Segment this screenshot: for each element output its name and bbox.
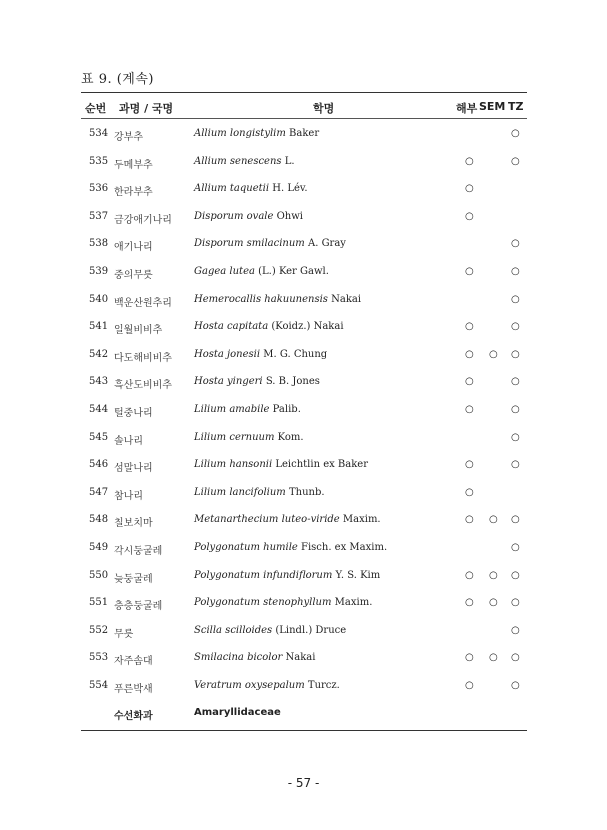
row-number: 547 [89,486,109,498]
table-row [81,424,527,452]
tz-mark: ○ [511,265,520,277]
genus-species: Disporum ovale [194,210,274,222]
table-body [81,120,527,727]
anatomy-mark: ○ [465,652,474,664]
tz-mark: ○ [511,624,520,636]
table-row [81,589,527,617]
author: Y. S. Kim [335,569,381,581]
table-row [81,479,527,507]
genus-species: Hosta capitata [194,321,269,333]
row-number: 546 [89,459,109,471]
table-row [81,534,527,562]
scientific-name [194,376,320,387]
korean-name: 일월비비추 [114,325,163,337]
page-number: - 57 - [287,776,320,790]
table-row [81,258,527,286]
anatomy-mark: ○ [465,569,474,581]
scientific-name [194,680,340,691]
genus-species: Lilium amabile [194,403,270,415]
header-family: 과명 / 국명 [119,102,174,115]
header-scientific: 학명 [313,102,335,115]
family-row [81,699,527,727]
tz-mark: ○ [511,514,520,526]
table-row [81,120,527,148]
tz-mark: ○ [511,431,520,443]
sem-mark: ○ [489,569,498,581]
table-row [81,506,527,534]
row-number: 550 [89,569,109,581]
scientific-name [194,183,308,194]
table-row [81,672,527,700]
korean-name: 푸른박새 [114,683,153,695]
table-row [81,368,527,396]
genus-species: Disporum smilacinum [194,238,305,250]
genus-species: Allium longistylim [194,128,286,139]
author: Thunb. [288,486,325,498]
scientific-name [194,156,295,167]
korean-name: 칠보치마 [114,518,153,530]
tz-mark: ○ [511,541,520,553]
table-top-rule [81,92,527,93]
scientific-name [194,266,329,277]
row-number: 534 [89,128,109,139]
korean-name: 한라부추 [114,187,153,199]
korean-name: 늦둥굴레 [114,573,153,585]
tz-mark: ○ [511,238,520,250]
sem-mark: ○ [489,597,498,609]
row-number: 538 [89,238,109,250]
author: Leichtlin ex Baker [275,459,368,471]
table-row [81,313,527,341]
table-row [81,562,527,590]
tz-mark: ○ [511,679,520,691]
author: Nakai [285,652,316,664]
tz-mark: ○ [511,652,520,664]
scientific-name [194,625,346,636]
author: A. Gray [307,238,346,250]
korean-name: 각시둥굴레 [114,545,163,557]
korean-name: 솔나리 [114,435,143,447]
genus-species: Lilium lancifolium [194,486,286,498]
scientific-name [194,432,304,443]
row-number: 535 [89,155,109,167]
author: Baker [289,128,320,139]
korean-name: 흑산도비비추 [114,380,172,392]
table-row [81,396,527,424]
author: Palib. [272,403,301,415]
table-row [81,175,527,203]
row-number: 543 [89,376,109,388]
genus-species: Allium taquetii [194,183,270,195]
author: (Lindl.) Druce [275,624,347,636]
scientific-name [194,294,361,305]
genus-species: Hemerocallis hakuunensis [194,293,328,305]
korean-name: 무릇 [114,628,134,640]
row-number: 548 [89,514,109,526]
header-no: 순번 [85,102,107,115]
korean-name: 층층둥굴레 [114,601,163,613]
header-sem: SEM [479,100,506,113]
tz-mark: ○ [511,128,520,139]
row-number: 542 [89,348,109,360]
tz-mark: ○ [511,155,520,167]
korean-name: 강부추 [114,132,143,143]
row-number: 545 [89,431,109,443]
sem-mark: ○ [489,514,498,526]
tz-mark: ○ [511,293,520,305]
genus-species: Polygonatum humile [194,541,298,553]
header-tz: TZ [508,100,524,113]
table-row [81,341,527,369]
anatomy-mark: ○ [465,376,474,388]
sem-mark: ○ [489,652,498,664]
anatomy-mark: ○ [465,679,474,691]
table-row [81,286,527,314]
scientific-name [194,404,301,415]
table-header-rule [81,118,527,119]
scientific-name [194,570,380,581]
row-number: 552 [89,624,109,636]
family-scientific: Amaryllidaceae [194,707,281,719]
anatomy-mark: ○ [465,210,474,222]
author: M. G. Chung [263,348,328,360]
anatomy-mark: ○ [465,321,474,333]
tz-mark: ○ [511,321,520,333]
tz-mark: ○ [511,459,520,471]
scientific-name [194,542,387,553]
scientific-name [194,652,315,663]
table-row [81,617,527,645]
author: S. B. Jones [265,376,320,388]
genus-species: Allium senescens [194,155,282,167]
row-number: 541 [89,321,109,333]
row-number: 549 [89,541,109,553]
anatomy-mark: ○ [465,403,474,415]
scientific-name [194,597,372,608]
korean-name: 자주솜대 [114,656,153,668]
korean-name: 섬말나리 [114,463,153,475]
tz-mark: ○ [511,376,520,388]
table-row [81,230,527,258]
anatomy-mark: ○ [465,597,474,609]
scientific-name [194,321,344,332]
anatomy-mark: ○ [465,348,474,360]
anatomy-mark: ○ [465,514,474,526]
row-number: 544 [89,403,109,415]
genus-species: Lilium cernuum [194,431,275,443]
author: H. Lév. [272,183,308,195]
korean-name: 금강애기나리 [114,214,172,226]
genus-species: Veratrum oxysepalum [194,679,305,691]
sem-mark: ○ [489,348,498,360]
author: Turcz. [307,679,340,691]
korean-name: 중의무릇 [114,269,153,281]
table-bottom-rule [81,730,527,731]
korean-name: 참나리 [114,490,143,502]
anatomy-mark: ○ [465,459,474,471]
scientific-name [194,211,303,222]
korean-name: 애기나리 [114,242,153,254]
scientific-name [194,487,325,498]
genus-species: Metanarthecium luteo-viride [194,514,340,526]
scientific-name [194,128,319,139]
table-row [81,644,527,672]
author: (L.) Ker Gawl. [258,265,329,277]
tz-mark: ○ [511,597,520,609]
table-header [81,96,527,116]
tz-mark: ○ [511,403,520,415]
genus-species: Gagea lutea [194,265,255,277]
tz-mark: ○ [511,348,520,360]
genus-species: Smilacina bicolor [194,652,283,664]
author: (Koidz.) Nakai [271,321,344,333]
genus-species: Hosta jonesii [194,348,261,360]
anatomy-mark: ○ [465,265,474,277]
korean-name: 다도해비비추 [114,352,172,364]
anatomy-mark: ○ [465,486,474,498]
author: Fisch. ex Maxim. [301,541,388,553]
author: Ohwi [276,210,303,222]
anatomy-mark: ○ [465,183,474,195]
row-number: 540 [89,293,109,305]
scientific-name [194,349,327,360]
genus-species: Polygonatum infundiflorum [194,569,333,581]
scientific-name [194,514,381,525]
author: Nakai [331,293,362,305]
row-number: 536 [89,183,109,195]
anatomy-mark: ○ [465,155,474,167]
korean-name: 털중나리 [114,407,153,419]
table-row [81,148,527,176]
row-number: 537 [89,210,109,222]
header-anatomy: 해부 [456,102,478,115]
table-row [81,451,527,479]
author: Kom. [277,431,304,443]
genus-species: Hosta yingeri [194,376,263,388]
table-row [81,203,527,231]
author: Maxim. [334,597,373,609]
row-number: 554 [89,679,109,691]
tz-mark: ○ [511,569,520,581]
row-number: 553 [89,652,109,664]
genus-species: Lilium hansonii [194,459,273,471]
author: L. [284,155,295,167]
author: Maxim. [342,514,381,526]
scientific-name [194,459,368,470]
korean-name: 두메부추 [114,159,153,171]
table-caption: 표 9. (계속) [81,72,154,87]
row-number: 551 [89,597,109,609]
genus-species: Scilla scilloides [194,624,273,636]
korean-name: 백운산원추리 [114,297,172,309]
scientific-name [194,238,346,249]
family-korean: 수선화과 [114,711,153,723]
genus-species: Polygonatum stenophyllum [194,597,332,609]
row-number: 539 [89,265,109,277]
